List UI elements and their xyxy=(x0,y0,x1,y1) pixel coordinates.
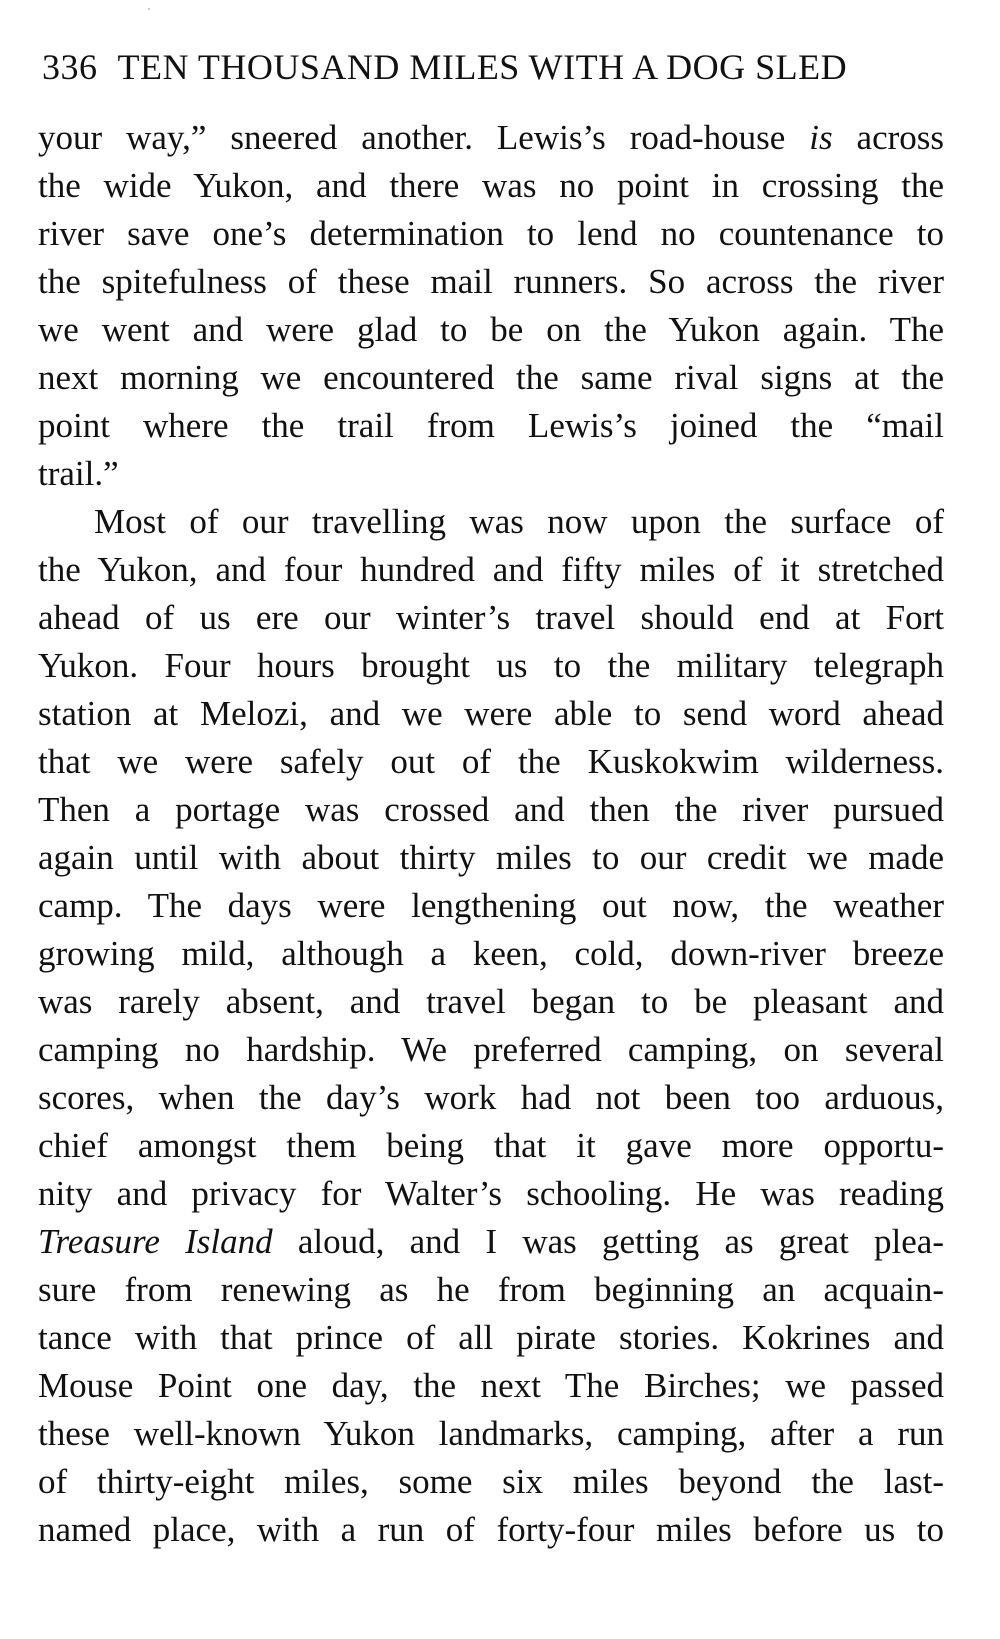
text-line: station at Melozi, and we were able to send word ahead xyxy=(38,694,944,733)
text-line: we went and were glad to be on the Yukon again. The xyxy=(38,310,944,349)
text-line: Yukon. Four hours brought us to the military telegraph xyxy=(38,646,944,685)
text-line: these well-known Yukon landmarks, camping, after a run xyxy=(38,1414,944,1453)
body-text xyxy=(38,114,944,1554)
text-line: sure from renewing as he from beginning an acquain- xyxy=(38,1270,944,1309)
text-line: Then a portage was crossed and then the river pursued xyxy=(38,790,944,829)
paragraph-end-line: trail.” xyxy=(38,454,119,493)
text-line: tance with that prince of all pirate stories. Kokrines and xyxy=(38,1318,944,1357)
text-line: next morning we encountered the same rival signs at the xyxy=(38,358,944,397)
text-line: camping no hardship. We preferred camping, on several xyxy=(38,1030,944,1069)
text-line: the spitefulness of these mail runners. So across the river xyxy=(38,262,944,301)
text-line: named place, with a run of forty-four miles before us to xyxy=(38,1510,944,1549)
text-line: was rarely absent, and travel began to be pleasant and xyxy=(38,982,944,1021)
paper-speck xyxy=(148,8,150,10)
text-line: chief amongst them being that it gave more opportu- xyxy=(38,1126,944,1165)
text-line: the Yukon, and four hundred and fifty miles of it stretched xyxy=(38,550,944,589)
line-remainder: aloud, and I was getting as great plea- xyxy=(272,1222,945,1261)
text-line: that we were safely out of the Kuskokwim wilderness. xyxy=(38,742,944,781)
paragraph-start-line: Most of our travelling was now upon the surface of xyxy=(94,502,944,541)
text-line: point where the trail from Lewis’s joined the “mail xyxy=(38,406,944,445)
text-line: growing mild, although a keen, cold, down-river breeze xyxy=(38,934,944,973)
text-line: river save one’s determination to lend no countenance to xyxy=(38,214,944,253)
text-line-with-italic-title xyxy=(38,1218,944,1266)
text-line: again until with about thirty miles to our credit we made xyxy=(38,838,944,877)
running-title: TEN THOUSAND MILES WITH A DOG SLED xyxy=(117,47,848,87)
text-line: your way,” sneered another. Lewis’s road-house is across xyxy=(38,118,944,157)
emphasis-italic: is xyxy=(809,118,833,157)
text-line: ahead of us ere our winter’s travel should end at Fort xyxy=(38,598,944,637)
text-line: Mouse Point one day, the next The Birches; we passed xyxy=(38,1366,944,1405)
page-number: 336 xyxy=(42,47,98,87)
text-line: the wide Yukon, and there was no point in crossing the xyxy=(38,166,944,205)
text-line: nity and privacy for Walter’s schooling. He was reading xyxy=(38,1174,944,1213)
book-title-italic: Treasure Island xyxy=(38,1222,273,1261)
page-header xyxy=(42,46,962,94)
text-line: of thirty-eight miles, some six miles beyond the last- xyxy=(38,1462,944,1501)
text-line: scores, when the day’s work had not been too arduous, xyxy=(38,1078,944,1117)
text-line: camp. The days were lengthening out now, the weather xyxy=(38,886,944,925)
